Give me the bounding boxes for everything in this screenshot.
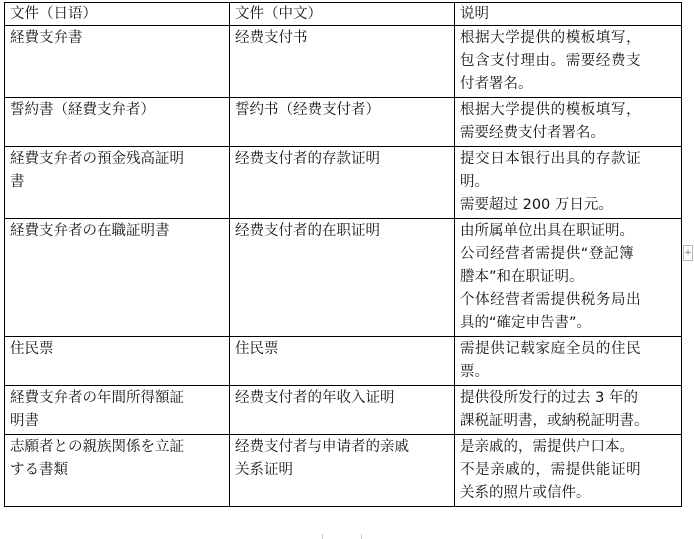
cell-text: 明。 [460,174,489,190]
cell-text: 根据大学提供的模板填写， [460,102,642,118]
table-row [5,435,682,507]
cell-description [455,435,682,507]
column-guide-mark [361,534,362,539]
cell-document-chinese [230,98,455,147]
cell-text: 经费支付者的在职证明 [235,223,380,239]
cell-text: 经费支付书 [235,30,308,46]
cell-document-chinese [230,26,455,98]
table-row [5,386,682,435]
cell-text: 課税証明書，或納税証明書。 [460,413,649,429]
table-row [5,98,682,147]
cell-text: 明書 [10,413,39,429]
document-table [4,2,682,507]
cell-document-japanese [5,26,230,98]
table-row [5,26,682,98]
cell-text: 住民票 [10,341,54,357]
cell-document-chinese [230,219,455,337]
cell-description [455,337,682,386]
cell-text: 是亲戚的，需提供户口本。 [460,439,634,455]
cell-description [455,386,682,435]
table-header-row [5,3,682,26]
cell-text: 経費支弁者の在職証明書 [10,223,170,239]
cell-text: 経費支弁書 [10,30,83,46]
header-document-chinese: 文件（中文） [230,3,455,26]
cell-text: 提交日本银行出具的存款证 [460,151,642,167]
table-row [5,147,682,219]
cell-text: 住民票 [235,341,279,357]
cell-text: 誓约书（经费支付者） [235,102,380,118]
cell-text: 誓約書（経費支弁者） [10,102,155,118]
cell-text: 書 [10,174,25,190]
cell-text: 経費支弁者の預金残高証明 [10,151,184,167]
cell-text: 票。 [460,364,489,380]
cell-document-chinese [230,337,455,386]
cell-document-japanese [5,337,230,386]
cell-text: 付者署名。 [460,76,533,92]
cell-description [455,98,682,147]
cell-description [455,26,682,98]
cell-text: 经费支付者与申请者的亲戚 [235,439,409,455]
cell-text: 需要经费支付者署名。 [460,125,605,141]
cell-text: 经费支付者的年收入证明 [235,390,395,406]
cell-text: する書類 [10,462,68,478]
cell-text: 关系的照片或信件。 [460,485,591,501]
cell-document-japanese [5,435,230,507]
cell-text: 关系证明 [235,462,293,478]
cell-document-chinese [230,435,455,507]
cell-text: 公司经营者需提供“登記簿 [460,246,635,262]
cell-document-japanese [5,386,230,435]
table-resize-handle[interactable]: + [683,245,693,261]
cell-document-japanese [5,98,230,147]
cell-text: 根据大学提供的模板填写， [460,30,642,46]
cell-document-japanese [5,219,230,337]
cell-description [455,219,682,337]
table-row [5,337,682,386]
column-guide-mark [322,534,323,539]
cell-text: 需要超过 200 万日元。 [460,197,613,213]
cell-text: 由所属单位出具在职证明。 [460,223,634,239]
cell-text: 个体经营者需提供税务局出 [460,292,642,308]
cell-text: 包含支付理由。需要经费支 [460,53,642,69]
cell-description [455,147,682,219]
table-row [5,219,682,337]
header-document-japanese: 文件（日语） [5,3,230,26]
header-description: 说明 [455,3,682,26]
cell-document-chinese [230,386,455,435]
cell-text: 不是亲戚的，需提供能证明 [460,462,642,478]
cell-text: 経費支弁者の年間所得額証 [10,390,184,406]
cell-document-chinese [230,147,455,219]
cell-text: 提供役所发行的过去 3 年的 [460,390,638,406]
cell-text: 具的“確定申告書”。 [460,315,592,331]
cell-text: 謄本”和在职证明。 [460,269,584,285]
cell-text: 志願者との親族関係を立証 [10,439,184,455]
cell-document-japanese [5,147,230,219]
cell-text: 经费支付者的存款证明 [235,151,380,167]
cell-text: 需提供记载家庭全员的住民 [460,341,642,357]
